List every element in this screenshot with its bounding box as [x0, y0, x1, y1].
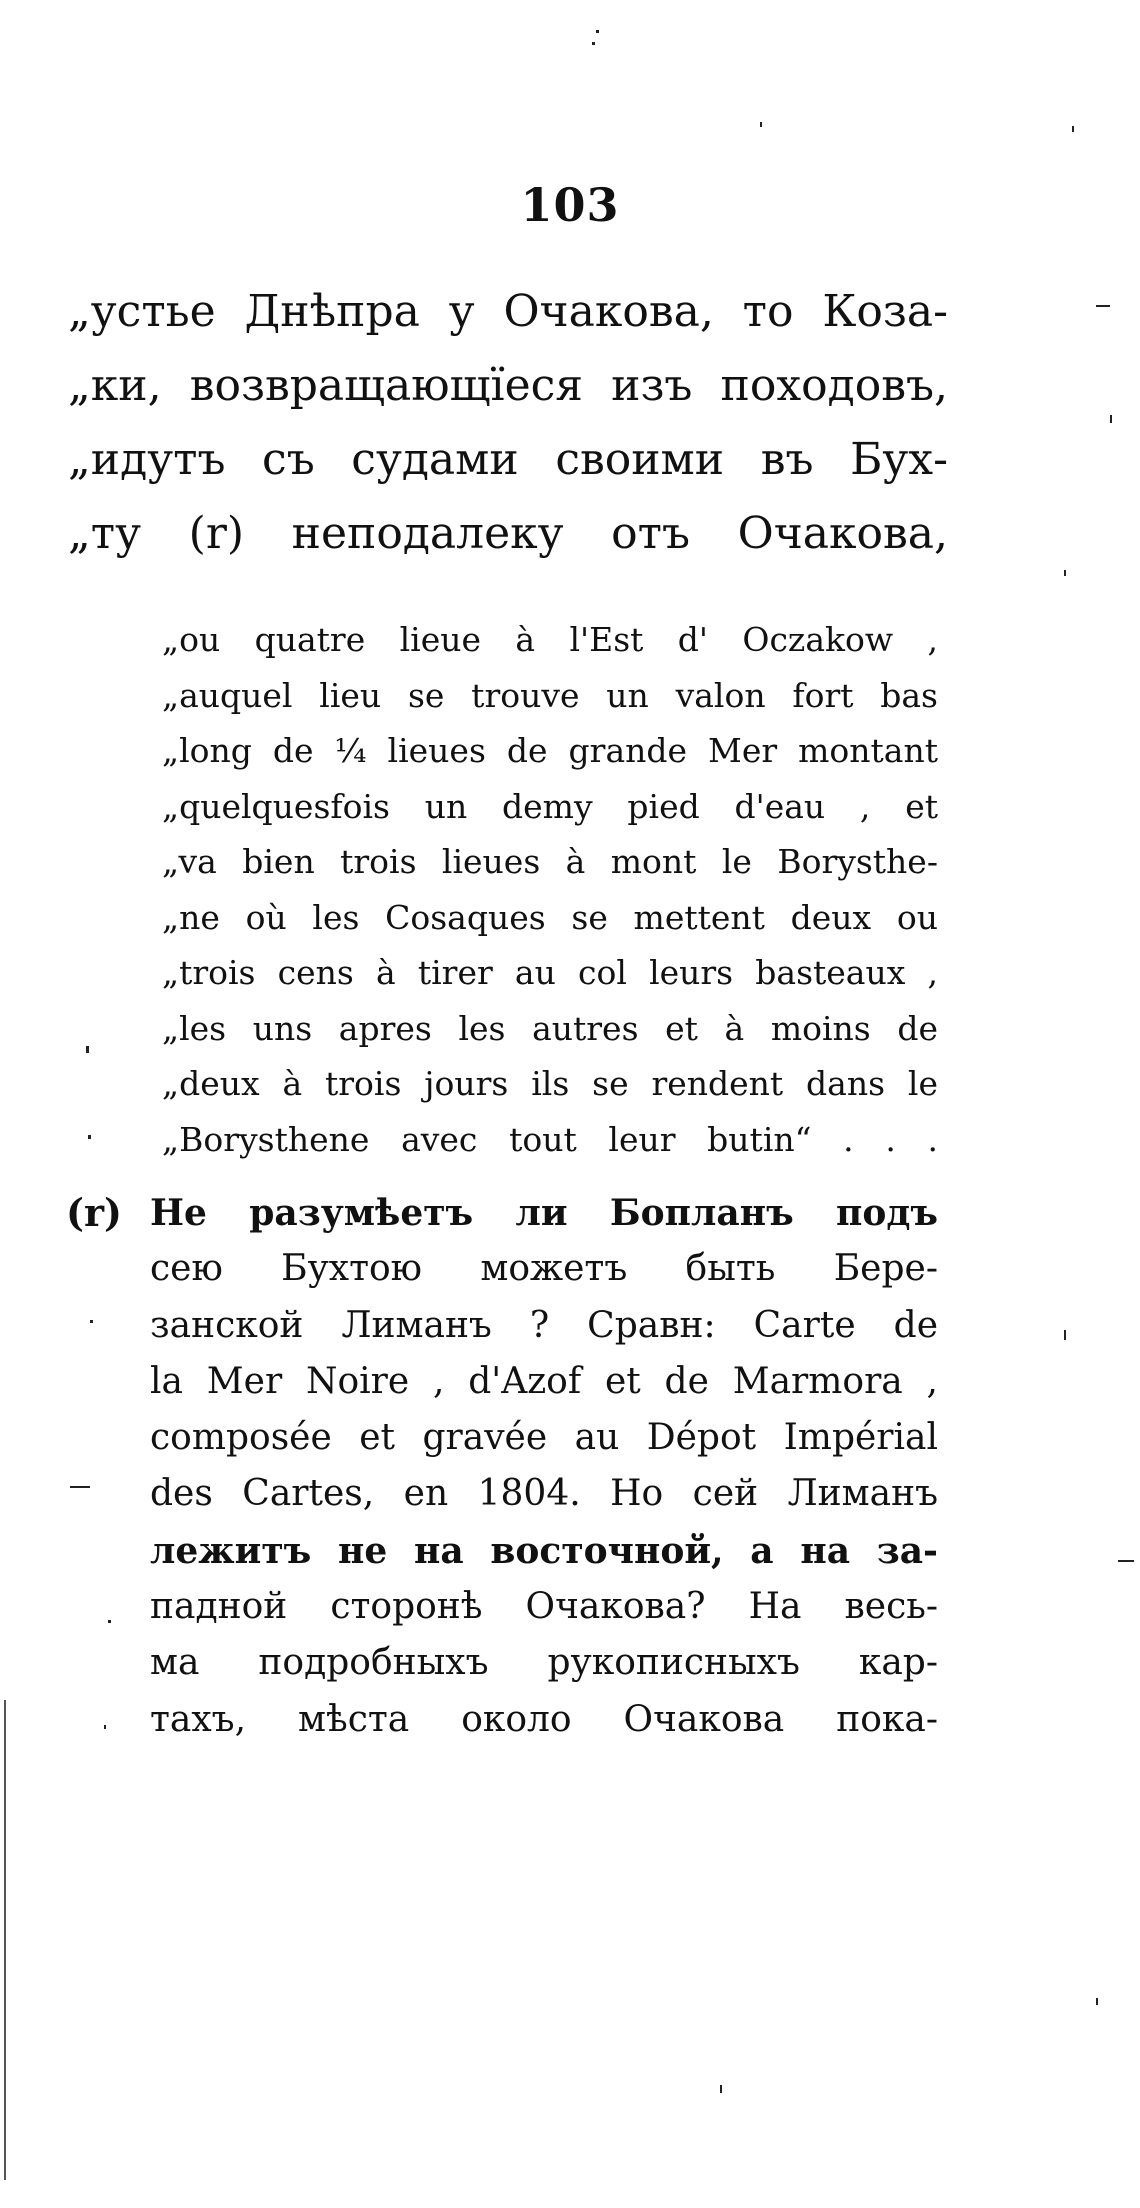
- footnote-line: la Mer Noire , d'Azof et de Marmora ,: [150, 1360, 938, 1402]
- quotation-line: „ne où les Cosaques se mettent deux ou: [162, 897, 938, 937]
- scan-speck: [1118, 1560, 1134, 1562]
- quotation-line: „trois cens à tirer au col leurs basteaux ,: [162, 953, 938, 992]
- scan-speck: [1110, 415, 1112, 423]
- main-text-block: [68, 275, 948, 571]
- footnote-line: сею Бухтою можетъ быть Бере-: [150, 1248, 938, 1290]
- footnote-line: падной сторонѣ Очакова? На весь-: [150, 1586, 938, 1628]
- quotation-line: „auquel lieu se trouve un valon fort bas: [162, 675, 938, 715]
- scan-speck: [1096, 1998, 1098, 2005]
- quotation-line: „Borysthene avec tout leur butin“ . . .: [162, 1119, 938, 1159]
- footnote-line: лежитъ не на восточной, а на за-: [150, 1529, 938, 1572]
- footnote-line: занской Лиманъ ? Сравн: Carte de: [150, 1304, 938, 1346]
- scan-speck: [90, 1320, 93, 1323]
- footnote-line: composée et gravée au Dépot Impérial: [150, 1417, 938, 1459]
- footnote-line: тахъ, мѣста около Очакова пока-: [150, 1698, 938, 1740]
- main-text-line: „ту (r) неподалеку отъ Очакова,: [68, 508, 948, 559]
- scan-speck: [720, 2085, 722, 2093]
- footnote-line: Не разумѣетъ ли Бопланъ подъ: [150, 1192, 938, 1234]
- scan-speck: [596, 30, 599, 33]
- footnote-marker: (r): [66, 1190, 122, 1235]
- footnote-line: des Cartes, en 1804. Но сей Лиманъ: [150, 1473, 938, 1515]
- main-text-line: „идутъ съ судами своими въ Бух-: [68, 434, 948, 485]
- scan-speck: [108, 1620, 111, 1623]
- quotation-line: „long de ¼ lieues de grande Mer montant: [162, 731, 938, 770]
- scan-speck: [1064, 570, 1066, 576]
- footnote-block: [150, 1185, 938, 1748]
- quotation-line: „les uns apres les autres et à moins de: [162, 1008, 938, 1048]
- scan-speck: [70, 1486, 90, 1488]
- footnote-line: ма подробныхъ рукописныхъ кар-: [150, 1642, 938, 1684]
- page-number: 103: [520, 178, 620, 232]
- scan-speck: [760, 122, 762, 127]
- scan-speck: [104, 1725, 106, 1729]
- scan-edge-line: [4, 1700, 6, 2180]
- quotation-line: „ou quatre lieue à l'Est d' Oczakow ,: [162, 620, 938, 659]
- scan-speck: [86, 1046, 89, 1053]
- main-text-line: „ки, возвращающїеся изъ походовъ,: [68, 360, 948, 411]
- main-text-line: „устье Днѣпра у Очакова, то Коза-: [68, 286, 948, 337]
- quotation-line: „quelquesfois un demy pied d'eau , et: [162, 786, 938, 826]
- scan-speck: [592, 42, 595, 45]
- scan-speck: [88, 1135, 91, 1139]
- french-quotation-block: [162, 612, 938, 1167]
- quotation-line: „deux à trois jours ils se rendent dans le: [162, 1064, 938, 1103]
- scan-speck: [1096, 305, 1110, 307]
- scan-speck: [1072, 126, 1074, 132]
- scan-speck: [1064, 1330, 1066, 1340]
- quotation-line: „va bien trois lieues à mont le Borysthe-: [162, 842, 938, 881]
